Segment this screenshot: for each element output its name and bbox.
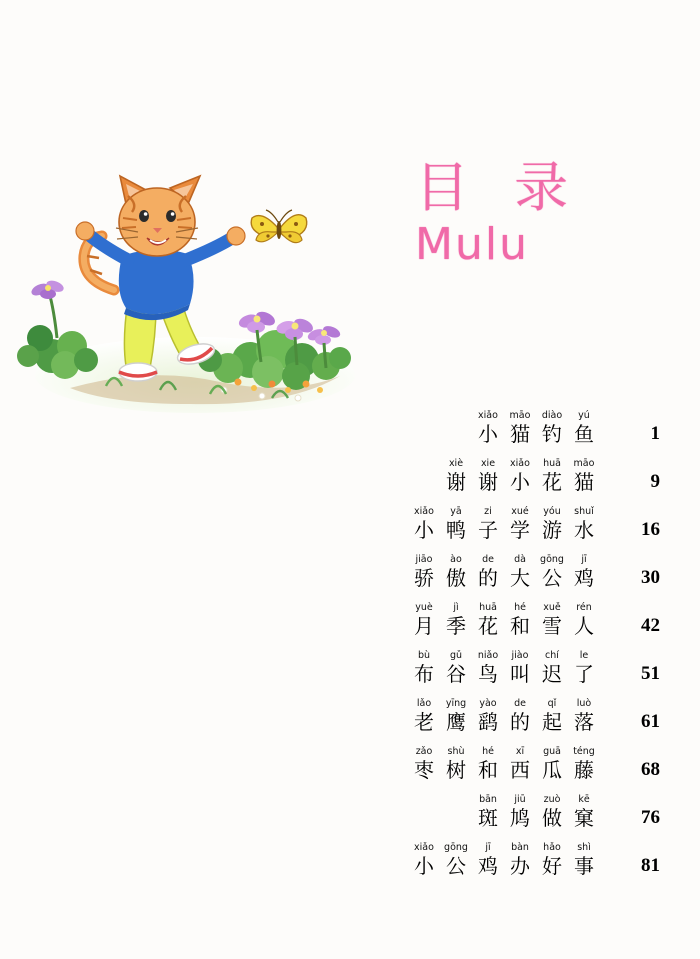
toc-entry[interactable] (330, 830, 660, 878)
toc-entry[interactable] (330, 638, 660, 686)
pinyin-text: de (514, 698, 526, 709)
pinyin-text: ào (450, 554, 462, 565)
toc-character-cell (568, 506, 600, 542)
pinyin-text: jiāo (415, 554, 433, 565)
hanzi-text: 办 (510, 854, 530, 878)
hanzi-text: 子 (478, 518, 498, 542)
toc-character-cell (472, 794, 504, 830)
toc-entry[interactable] (330, 446, 660, 494)
toc-character-cell (568, 794, 600, 830)
pinyin-text: rén (576, 602, 592, 613)
hanzi-text: 鹰 (446, 710, 466, 734)
hanzi-text: 人 (574, 614, 594, 638)
title-chinese: 目 录 (415, 156, 583, 219)
toc-character-cell (440, 554, 472, 590)
toc-entry[interactable] (330, 398, 660, 446)
hanzi-text: 小 (414, 854, 434, 878)
hanzi-text: 窠 (574, 806, 594, 830)
toc-entry[interactable] (330, 494, 660, 542)
toc-entry[interactable] (330, 686, 660, 734)
pinyin-text: xué (511, 506, 529, 517)
pinyin-text: xie (480, 458, 496, 469)
pinyin-text: xiǎo (510, 458, 530, 469)
toc-entry[interactable] (330, 542, 660, 590)
hanzi-text: 了 (574, 662, 594, 686)
pinyin-text: jī (485, 842, 491, 853)
hanzi-text: 公 (446, 854, 466, 878)
toc-character-cell (504, 698, 536, 734)
pinyin-text: luò (576, 698, 592, 709)
pinyin-text: diào (541, 410, 563, 421)
hanzi-text: 猫 (574, 470, 594, 494)
pinyin-text: yīng (445, 698, 467, 709)
toc-entry[interactable] (330, 590, 660, 638)
toc-character-cell (408, 602, 440, 638)
hanzi-text: 傲 (446, 566, 466, 590)
hanzi-text: 小 (510, 470, 530, 494)
toc-character-cell (408, 842, 440, 878)
pinyin-text: yú (578, 410, 590, 421)
hanzi-text: 学 (510, 518, 530, 542)
hanzi-text: 迟 (542, 662, 562, 686)
toc-character-cell (536, 794, 568, 830)
hanzi-text: 藤 (574, 758, 594, 782)
toc-character-cell (568, 458, 600, 494)
pinyin-text: xiǎo (478, 410, 498, 421)
pinyin-text: gōng (540, 554, 564, 565)
pinyin-text: huā (543, 458, 561, 469)
pinyin-text: xī (515, 746, 525, 757)
pinyin-text: huā (479, 602, 497, 613)
hanzi-text: 小 (478, 422, 498, 446)
pinyin-text: shì (577, 842, 591, 853)
toc-character-cell (440, 746, 472, 782)
pinyin-text: bàn (511, 842, 529, 853)
hanzi-text: 水 (574, 518, 594, 542)
toc-character-cell (536, 650, 568, 686)
hanzi-text: 雪 (542, 614, 562, 638)
toc-character-cell (504, 650, 536, 686)
toc-page-number: 16 (641, 519, 660, 540)
hanzi-text: 鸭 (446, 518, 466, 542)
toc-character-cell (472, 554, 504, 590)
hanzi-text: 的 (478, 566, 498, 590)
hanzi-text: 叫 (510, 662, 530, 686)
toc-character-cell (440, 842, 472, 878)
pinyin-text: gōng (444, 842, 468, 853)
toc-character-cell (408, 698, 440, 734)
toc-character-cell (504, 842, 536, 878)
toc-character-cell (440, 650, 472, 686)
pinyin-text: de (482, 554, 494, 565)
pinyin-text: hé (514, 602, 526, 613)
hanzi-text: 鸟 (478, 662, 498, 686)
toc-character-cell (536, 842, 568, 878)
hanzi-text: 斑 (478, 806, 498, 830)
pinyin-text: gǔ (449, 650, 463, 661)
title-pinyin: Mulu (415, 218, 529, 270)
pinyin-text: xiǎo (414, 506, 434, 517)
hanzi-text: 鸠 (510, 806, 530, 830)
pinyin-text: jiào (511, 650, 529, 661)
toc-character-cell (536, 746, 568, 782)
hanzi-text: 老 (414, 710, 434, 734)
toc-character-cell (536, 698, 568, 734)
toc-entry-text (408, 602, 600, 638)
pinyin-text: yā (450, 506, 462, 517)
toc-character-cell (472, 746, 504, 782)
hanzi-text: 的 (510, 710, 530, 734)
hanzi-text: 小 (414, 518, 434, 542)
hanzi-text: 游 (542, 518, 562, 542)
toc-character-cell (504, 746, 536, 782)
toc-character-cell (536, 410, 568, 446)
hanzi-text: 鸡 (478, 854, 498, 878)
toc-entry-text (408, 650, 600, 686)
toc-page-number: 51 (641, 663, 660, 684)
toc-page-number: 30 (641, 567, 660, 588)
hanzi-text: 和 (510, 614, 530, 638)
toc-page-number: 61 (641, 711, 660, 732)
toc-entry-text (408, 842, 600, 878)
toc-character-cell (472, 698, 504, 734)
toc-character-cell (440, 698, 472, 734)
pinyin-text: māo (573, 458, 595, 469)
pinyin-text: xuě (543, 602, 561, 613)
hanzi-text: 花 (478, 614, 498, 638)
toc-character-cell (408, 554, 440, 590)
pinyin-text: lǎo (416, 698, 432, 709)
pinyin-text: jiū (514, 794, 526, 805)
pinyin-text: qǐ (547, 698, 557, 709)
pinyin-text: hé (482, 746, 494, 757)
hanzi-text: 季 (446, 614, 466, 638)
pinyin-text: téng (573, 746, 595, 757)
toc-character-cell (472, 506, 504, 542)
pinyin-text: hǎo (543, 842, 561, 853)
toc-entry-text (472, 410, 600, 446)
hanzi-text: 鱼 (574, 422, 594, 446)
hanzi-text: 钓 (542, 422, 562, 446)
pinyin-text: chí (545, 650, 559, 661)
toc-entry-text (408, 698, 600, 734)
toc-page-number: 1 (650, 423, 660, 444)
pinyin-text: xiǎo (414, 842, 434, 853)
toc-character-cell (408, 650, 440, 686)
butterfly (251, 210, 307, 243)
toc-character-cell (408, 746, 440, 782)
toc-character-cell (536, 554, 568, 590)
hanzi-text: 花 (542, 470, 562, 494)
hanzi-text: 树 (446, 758, 466, 782)
pinyin-text: shù (447, 746, 465, 757)
toc-page-number: 9 (650, 471, 660, 492)
hanzi-text: 谷 (446, 662, 466, 686)
toc-entry-text (408, 746, 600, 782)
toc-character-cell (536, 506, 568, 542)
toc-entry[interactable] (330, 782, 660, 830)
pinyin-text: kē (578, 794, 590, 805)
pinyin-text: le (579, 650, 589, 661)
table-of-contents (330, 398, 660, 878)
toc-character-cell (504, 458, 536, 494)
pinyin-text: jī (581, 554, 587, 565)
toc-character-cell (568, 746, 600, 782)
toc-page-number: 42 (641, 615, 660, 636)
pinyin-text: jì (453, 602, 459, 613)
toc-entry-text (440, 458, 600, 494)
pinyin-text: shuǐ (574, 506, 594, 517)
toc-character-cell (408, 506, 440, 542)
pinyin-text: niǎo (477, 650, 499, 661)
toc-character-cell (440, 602, 472, 638)
pinyin-text: dà (514, 554, 526, 565)
toc-page-number: 68 (641, 759, 660, 780)
pinyin-text: bān (479, 794, 497, 805)
toc-character-cell (568, 650, 600, 686)
toc-character-cell (472, 650, 504, 686)
hanzi-text: 好 (542, 854, 562, 878)
toc-character-cell (472, 458, 504, 494)
toc-page-number: 76 (641, 807, 660, 828)
hanzi-text: 谢 (446, 470, 466, 494)
toc-entry-text (408, 506, 600, 542)
toc-character-cell (568, 698, 600, 734)
hanzi-text: 西 (510, 758, 530, 782)
pinyin-text: māo (509, 410, 531, 421)
pinyin-text: yóu (543, 506, 561, 517)
toc-character-cell (568, 554, 600, 590)
hanzi-text: 和 (478, 758, 498, 782)
toc-entry-text (472, 794, 600, 830)
hanzi-text: 鹞 (478, 710, 498, 734)
toc-character-cell (504, 602, 536, 638)
pinyin-text: guā (543, 746, 561, 757)
toc-character-cell (504, 506, 536, 542)
toc-character-cell (504, 794, 536, 830)
toc-character-cell (440, 458, 472, 494)
pinyin-text: yuè (415, 602, 433, 613)
toc-character-cell (504, 554, 536, 590)
pinyin-text: yào (479, 698, 497, 709)
cat-in-flower-field-illustration (10, 160, 380, 420)
pinyin-text: bù (417, 650, 431, 661)
hanzi-text: 猫 (510, 422, 530, 446)
pinyin-text: zǎo (415, 746, 433, 757)
toc-character-cell (472, 842, 504, 878)
hanzi-text: 枣 (414, 758, 434, 782)
toc-character-cell (504, 410, 536, 446)
hanzi-text: 起 (542, 710, 562, 734)
toc-character-cell (568, 842, 600, 878)
hanzi-text: 公 (542, 566, 562, 590)
toc-character-cell (568, 602, 600, 638)
page-title (415, 156, 665, 270)
hanzi-text: 落 (574, 710, 594, 734)
hanzi-text: 月 (414, 614, 434, 638)
toc-character-cell (568, 410, 600, 446)
hanzi-text: 布 (414, 662, 434, 686)
hanzi-text: 大 (510, 566, 530, 590)
hanzi-text: 事 (574, 854, 594, 878)
toc-character-cell (536, 602, 568, 638)
hanzi-text: 鸡 (574, 566, 594, 590)
pinyin-text: zuò (543, 794, 561, 805)
toc-character-cell (440, 506, 472, 542)
hanzi-text: 瓜 (542, 758, 562, 782)
toc-character-cell (536, 458, 568, 494)
pinyin-text: zi (484, 506, 492, 517)
hanzi-text: 做 (542, 806, 562, 830)
hanzi-text: 谢 (478, 470, 498, 494)
toc-character-cell (472, 410, 504, 446)
toc-page-number: 81 (641, 855, 660, 876)
toc-entry-text (408, 554, 600, 590)
toc-character-cell (472, 602, 504, 638)
hanzi-text: 骄 (414, 566, 434, 590)
pinyin-text: xiè (448, 458, 464, 469)
toc-entry[interactable] (330, 734, 660, 782)
